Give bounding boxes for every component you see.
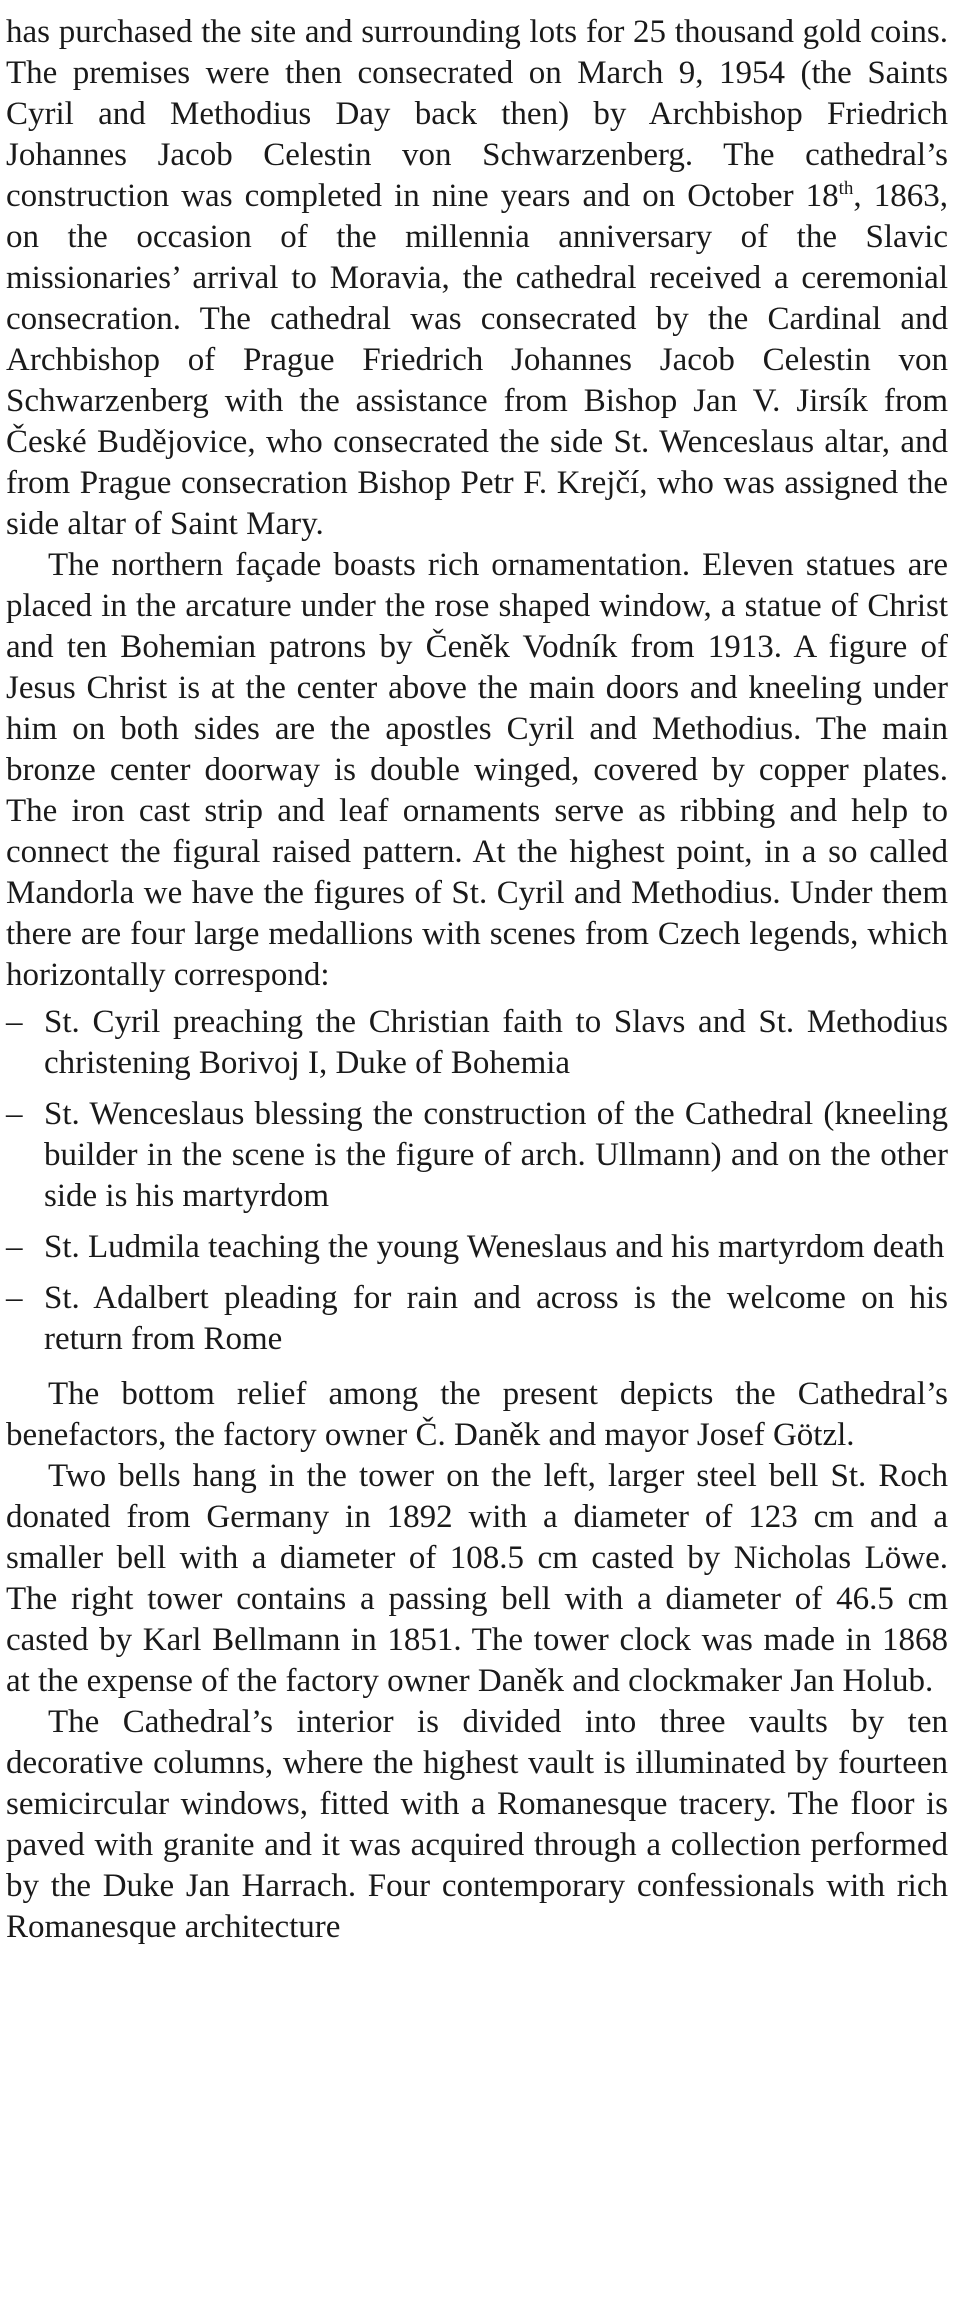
medallion-list — [6, 1002, 948, 1360]
list-item — [6, 1278, 948, 1360]
list-item — [6, 1227, 948, 1268]
dash-bullet: – — [6, 1004, 23, 1040]
dash-bullet: – — [6, 1229, 23, 1265]
list-item-text: St. Wenceslaus blessing the construction of the Cathedral (kneeling builder in the scene is the figure of arch. Ullmann) and on the other side is his martyrdom — [44, 1096, 948, 1214]
paragraph-consecration-text-a: has purchased the site and surrounding lots for 25 thousand gold coins. The premises were then consecrated on March 9, 1954 (the Saints Cyril and Methodius Day back then) by Archbishop Friedrich Johannes Jacob Celestin von Schwarzenberg. The cathedral’s construction was completed in nine years and on October 18 — [6, 14, 948, 214]
list-item — [6, 1094, 948, 1217]
list-item — [6, 1002, 948, 1084]
paragraph-northern-facade: The northern façade boasts rich ornamentation. Eleven statues are placed in the arcature under the rose shaped window, a statue of Christ and ten Bohemian patrons by Čeněk Vodník from 1913. A figure of Jesus Christ is at the center above the main doors and kneeling under him on both sides are the apostles Cyril and Methodius. The main bronze center doorway is double winged, covered by copper plates. The iron cast strip and leaf ornaments serve as ribbing and help to connect the figural raised pattern. At the highest point, in a so called Mandorla we have the figures of St. Cyril and Methodius. Under them there are four large medallions with scenes from Czech legends, which horizontally correspond: — [6, 547, 948, 993]
paragraph-bells: Two bells hang in the tower on the left, larger steel bell St. Roch donated from Germany in 1892 with a diameter of 123 cm and a smaller bell with a diameter of 108.5 cm casted by Nicholas Löwe. The right tower contains a passing bell with a diameter of 46.5 cm casted by Karl Bellmann in 1851. The tower clock was made in 1868 at the expense of the factory owner Daněk and clockmaker Jan Holub. — [6, 1458, 948, 1699]
dash-bullet: – — [6, 1280, 23, 1316]
list-item-text: St. Adalbert pleading for rain and across is the welcome on his return from Rome — [44, 1280, 948, 1357]
list-item-text: St. Ludmila teaching the young Weneslaus and his martyrdom death — [44, 1229, 945, 1265]
paragraph-bottom-relief: The bottom relief among the present depicts the Cathedral’s benefactors, the factory owner Č. Daněk and mayor Josef Götzl. — [6, 1376, 948, 1453]
paragraph-consecration — [6, 12, 948, 545]
ordinal-suffix: th — [838, 178, 854, 199]
list-item-text: St. Cyril preaching the Christian faith to Slavs and St. Methodius christening Borivoj I, Duke of Bohemia — [44, 1004, 948, 1081]
paragraph-consecration-text-b: , 1863, on the occasion of the millennia anniversary of the Slavic missionaries’ arrival to Moravia, the cathedral received a ceremonial consecration. The cathedral was consecrated by the Cardinal and Archbishop of Prague Friedrich Johannes Jacob Celestin von Schwarzenberg with the assistance from Bishop Jan V. Jirsík from České Budějovice, who consecrated the side St. Wenceslaus altar, and from Prague consecration Bishop Petr F. Krejčí, who was assigned the side altar of Saint Mary. — [6, 178, 948, 542]
paragraph-interior: The Cathedral’s interior is divided into three vaults by ten decorative columns, where the highest vault is illuminated by fourteen semicircular windows, fitted with a Romanesque tracery. The floor is paved with granite and it was acquired through a collection performed by the Duke Jan Harrach. Four contemporary confessionals with rich Romanesque architecture — [6, 1704, 948, 1945]
dash-bullet: – — [6, 1096, 23, 1132]
